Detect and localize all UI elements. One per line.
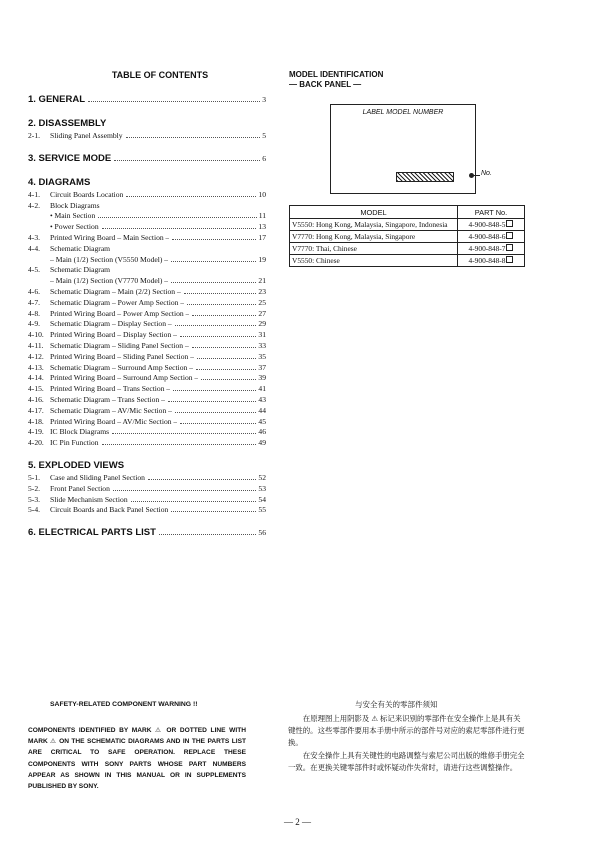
- checkbox-square-icon: [506, 232, 513, 239]
- toc-entry: [28, 473, 266, 484]
- chinese-paragraph-1: 在原理图上用阴影及 ⚠ 标记来识别的零部件在安全操作上是具有关键性的。这些零部件要用本手册中所示的部件号对应的索尼零部件进行更换。: [288, 714, 525, 748]
- toc-page-number: 46: [258, 427, 266, 437]
- toc-entry-text: Front Panel Section: [50, 483, 110, 493]
- checkbox-square-icon: [506, 244, 513, 251]
- toc-title: TABLE OF CONTENTS: [111, 70, 209, 80]
- part-number-cell: [458, 243, 525, 255]
- toc-leader-dots: [159, 534, 256, 535]
- toc-page-number: 13: [258, 222, 266, 232]
- back-panel-subtitle: — BACK PANEL —: [289, 80, 362, 89]
- part-number-cell: [458, 255, 525, 267]
- part-number-column-header: PART No.: [458, 206, 525, 219]
- toc-entry-text: Printed Wiring Board – Main Section –: [50, 232, 170, 242]
- toc-leader-dots: [192, 315, 256, 316]
- checkbox-square-icon: [506, 256, 513, 263]
- toc-entry-number: 4-15.: [28, 384, 44, 394]
- toc-section-title: 2. DISASSEMBLY: [28, 118, 107, 129]
- model-cell: V5550: Chinese: [290, 255, 458, 267]
- toc-entry-text: Sliding Panel Assembly: [50, 131, 123, 140]
- toc-section-heading: [28, 527, 266, 540]
- toc-section-title: 6. ELECTRICAL PARTS LIST: [28, 527, 156, 539]
- toc-page-number: 10: [258, 189, 266, 199]
- part-number-text: 4-900-848-6: [468, 232, 506, 241]
- toc-page-number: 5: [262, 131, 266, 140]
- part-number-text: 4-900-848-8: [468, 256, 506, 265]
- toc-entry-number: 4-17.: [28, 405, 44, 415]
- toc-entry: [28, 495, 266, 506]
- toc-page-number: 56: [258, 528, 266, 538]
- toc-page-number: 27: [258, 308, 266, 318]
- toc-section-title: 3. SERVICE MODE: [28, 152, 112, 164]
- toc-leader-dots: [112, 433, 256, 434]
- toc-section-heading: [28, 94, 266, 107]
- toc-leader-dots: [102, 444, 257, 445]
- safety-warning-title: SAFETY-RELATED COMPONENT WARNING !!: [50, 701, 198, 708]
- toc-entry-number: 5-1.: [28, 472, 41, 482]
- toc-entry-number: 5-2.: [28, 483, 41, 493]
- toc-leader-dots: [192, 347, 257, 348]
- toc-leader-dots: [175, 325, 257, 326]
- toc-entry-text: Schematic Diagram – Sliding Panel Section –: [50, 340, 189, 350]
- toc-entry: [28, 233, 266, 244]
- table-row: [290, 243, 525, 255]
- safety-warning-body: COMPONENTS IDENTIFIED BY MARK ⚠ OR DOTTED LINE WITH MARK ⚠ ON THE SCHEMATIC DIAGRAMS AND IN THE PARTS LIST ARE CRITICAL TO SAFE OPERATION. REPLACE THESE COMPONENTS WITH SONY PARTS WHOSE PART NUMBERS APPEAR AS SHOWN IN THIS MANUAL OR IN SUPPLEMENTS PUBLISHED BY SONY.: [28, 727, 246, 791]
- toc-entry-text: Case and Sliding Panel Section: [50, 472, 145, 482]
- toc-entry-number: 4-20.: [28, 438, 44, 448]
- part-number-hatched-area: [396, 172, 454, 182]
- toc-entry-text: Schematic Diagram: [50, 265, 111, 275]
- toc-entry-number: 4-1.: [28, 189, 41, 199]
- toc-leader-dots: [126, 137, 261, 138]
- toc-leader-dots: [173, 390, 256, 391]
- toc-entry: [28, 438, 266, 449]
- toc-page-number: 45: [258, 416, 266, 426]
- toc-entry-number: 4-9.: [28, 319, 41, 329]
- toc-page-number: 54: [258, 494, 266, 504]
- toc-entry: [28, 319, 266, 330]
- toc-entry-text: – Main (1/2) Section (V5550 Model) –: [50, 254, 169, 264]
- toc-entry-number: 5-4.: [28, 505, 41, 515]
- toc-entry: [28, 417, 266, 428]
- toc-page-number: 6: [262, 153, 266, 163]
- toc-section-heading: [28, 118, 266, 131]
- toc-leader-dots: [114, 160, 260, 161]
- toc-entry-number: 4-10.: [28, 330, 44, 340]
- toc-entry: [28, 363, 266, 374]
- part-number-text: 4-900-848-7: [468, 244, 506, 253]
- toc-entry-text: Block Diagrams: [50, 200, 100, 210]
- toc-entry-number: 4-4.: [28, 243, 41, 253]
- label-model-number-caption: LABEL MODEL NUMBER: [362, 109, 444, 116]
- toc-entry: [28, 190, 266, 201]
- toc-page-number: 23: [258, 286, 266, 296]
- toc-section-title: 4. DIAGRAMS: [28, 176, 91, 188]
- toc-entry-text: Schematic Diagram – Display Section –: [50, 319, 172, 329]
- toc-entry-number: 4-14.: [28, 373, 44, 383]
- toc-leader-dots: [172, 239, 256, 240]
- model-cell: V5550: Hong Kong, Malaysia, Singapore, Indonesia: [290, 219, 458, 231]
- toc-page-number: 33: [258, 340, 266, 350]
- toc-entry: [28, 255, 266, 266]
- checkbox-square-icon: [506, 220, 513, 227]
- model-column-header: MODEL: [290, 206, 458, 219]
- toc-entry-text: IC Block Diagrams: [50, 427, 110, 437]
- part-number-text: 4-900-848-5: [468, 220, 506, 229]
- toc-entry-text: Printed Wiring Board – AV/Mic Section –: [50, 416, 178, 426]
- toc-page-number: 44: [258, 405, 266, 415]
- toc-entry-text: Schematic Diagram – Main (2/2) Section –: [50, 286, 181, 296]
- toc-entry: [28, 309, 266, 320]
- toc-leader-dots: [148, 479, 256, 480]
- toc-entry-text: Printed Wiring Board – Trans Section –: [50, 384, 171, 394]
- toc-leader-dots: [171, 261, 256, 262]
- model-identification-heading: [289, 70, 383, 90]
- toc-leader-dots: [171, 511, 256, 512]
- toc-entry: [28, 222, 266, 233]
- toc-page-number: 3: [262, 95, 266, 104]
- chinese-safety-body: [288, 713, 525, 774]
- toc-entry-number: 2-1.: [28, 131, 41, 140]
- toc-entry: [28, 484, 266, 495]
- model-identification-title: MODEL IDENTIFICATION: [289, 70, 384, 79]
- toc-leader-dots: [168, 401, 256, 402]
- toc-entry: [28, 298, 266, 309]
- toc-leader-dots: [184, 293, 257, 294]
- toc-entry: [28, 384, 266, 395]
- toc-page-number: 37: [258, 362, 266, 372]
- toc-page-number: 52: [258, 472, 266, 482]
- toc-entry-number: 4-12.: [28, 351, 44, 361]
- toc-page-number: 49: [258, 438, 266, 448]
- toc-entry-number: 4-19.: [28, 427, 44, 437]
- toc-section-heading: [28, 460, 266, 473]
- toc-entry-text: Slide Mechanism Section: [50, 494, 128, 504]
- table-header-row: [290, 206, 525, 219]
- toc-entry-number: 4-18.: [28, 416, 44, 426]
- toc-entry-number: 4-8.: [28, 308, 41, 318]
- toc-page-number: 53: [258, 483, 266, 493]
- toc-entry-text: Printed Wiring Board – Power Amp Section –: [50, 308, 190, 318]
- toc-entry-number: 4-13.: [28, 362, 44, 372]
- toc-entry-number: 4-7.: [28, 297, 41, 307]
- toc-entry: [28, 373, 266, 384]
- table-row: [290, 219, 525, 231]
- toc-leader-dots: [196, 369, 256, 370]
- toc-leader-dots: [98, 217, 256, 218]
- toc-leader-dots: [201, 379, 256, 380]
- toc-leader-dots: [131, 501, 257, 502]
- toc-entry: [28, 341, 266, 352]
- toc-section-title: 5. EXPLODED VIEWS: [28, 459, 125, 471]
- toc-entry-text: IC Pin Function: [50, 438, 99, 448]
- toc-entry-text: – Main (1/2) Section (V7770 Model) –: [50, 276, 169, 286]
- toc-entry-number: 4-5.: [28, 265, 41, 275]
- chinese-paragraph-2: 在安全操作上具有关键性的电路调整与索尼公司出版的维修手册完全一致。在更换关键零部件时或怀疑动作失常时，请进行这些调整操作。: [288, 750, 525, 772]
- callout-line: [472, 175, 480, 176]
- toc-leader-dots: [187, 304, 256, 305]
- toc-page-number: 19: [258, 254, 266, 264]
- toc-page-number: 39: [258, 373, 266, 383]
- toc-entry: [28, 505, 266, 516]
- toc-entry-number: 4-11.: [28, 340, 44, 350]
- no-callout-label: No.: [481, 170, 492, 177]
- toc-page-number: 43: [258, 394, 266, 404]
- toc-entry: [28, 131, 266, 142]
- model-cell: V7770: Hong Kong, Malaysia, Singapore: [290, 231, 458, 243]
- toc-entry-text: Schematic Diagram – AV/Mic Section –: [50, 405, 172, 415]
- toc-leader-dots: [113, 490, 257, 491]
- toc-section-heading: [28, 177, 266, 190]
- part-number-cell: [458, 219, 525, 231]
- toc-leader-dots: [197, 358, 256, 359]
- toc-page-number: 55: [258, 505, 266, 515]
- back-panel-label-diagram: [330, 104, 476, 194]
- toc-entry: [28, 201, 266, 212]
- toc-entry-number: 4-3.: [28, 232, 41, 242]
- toc-entry: [28, 287, 266, 298]
- page-number: — 2 —: [284, 817, 311, 827]
- toc-leader-dots: [180, 336, 256, 337]
- toc-entry-text: Schematic Diagram – Power Amp Section –: [50, 297, 185, 307]
- model-part-number-table: [289, 205, 525, 267]
- chinese-safety-title: 与安全有关的零部件须知: [355, 700, 438, 709]
- toc-entry: [28, 265, 266, 276]
- toc-leader-dots: [175, 412, 256, 413]
- toc-section-title: 1. GENERAL: [28, 94, 86, 105]
- toc-entry-number: 4-16.: [28, 394, 44, 404]
- toc-entry-text: • Main Section: [50, 211, 96, 221]
- toc-section-heading: [28, 153, 266, 166]
- toc-leader-dots: [88, 101, 260, 102]
- table-row: [290, 255, 525, 267]
- toc-page-number: 21: [258, 276, 266, 286]
- toc-entry-number: 4-6.: [28, 286, 41, 296]
- toc-entry: [28, 406, 266, 417]
- toc-entry-number: 4-2.: [28, 200, 41, 210]
- toc-leader-dots: [171, 282, 256, 283]
- toc-entry-text: Schematic Diagram: [50, 243, 111, 253]
- table-row: [290, 231, 525, 243]
- toc-entry: [28, 330, 266, 341]
- toc-entry-number: 5-3.: [28, 494, 41, 504]
- toc-entry-text: • Power Section: [50, 222, 99, 232]
- toc-entry: [28, 427, 266, 438]
- part-number-cell: [458, 231, 525, 243]
- toc-page-number: 35: [258, 351, 266, 361]
- table-of-contents: [28, 94, 266, 540]
- toc-entry: [28, 211, 266, 222]
- toc-entry: [28, 244, 266, 255]
- toc-leader-dots: [180, 423, 256, 424]
- toc-entry-text: Printed Wiring Board – Sliding Panel Section –: [50, 351, 195, 361]
- toc-entry-text: Circuit Boards and Back Panel Section: [50, 505, 169, 515]
- toc-page-number: 17: [258, 232, 266, 242]
- toc-page-number: 11: [258, 211, 266, 221]
- toc-leader-dots: [126, 196, 256, 197]
- model-cell: V7770: Thai, Chinese: [290, 243, 458, 255]
- toc-entry-text: Schematic Diagram – Surround Amp Section –: [50, 362, 193, 372]
- toc-entry-text: Circuit Boards Location: [50, 189, 124, 199]
- toc-entry-text: Schematic Diagram – Trans Section –: [50, 394, 165, 404]
- toc-entry-text: Printed Wiring Board – Surround Amp Section –: [50, 373, 199, 383]
- toc-leader-dots: [102, 228, 257, 229]
- toc-entry: [28, 276, 266, 287]
- toc-page-number: 41: [258, 384, 266, 394]
- toc-page-number: 29: [258, 319, 266, 329]
- toc-entry-text: Printed Wiring Board – Display Section –: [50, 330, 177, 340]
- toc-entry: [28, 352, 266, 363]
- toc-entry: [28, 395, 266, 406]
- toc-page-number: 31: [258, 330, 266, 340]
- toc-page-number: 25: [258, 297, 266, 307]
